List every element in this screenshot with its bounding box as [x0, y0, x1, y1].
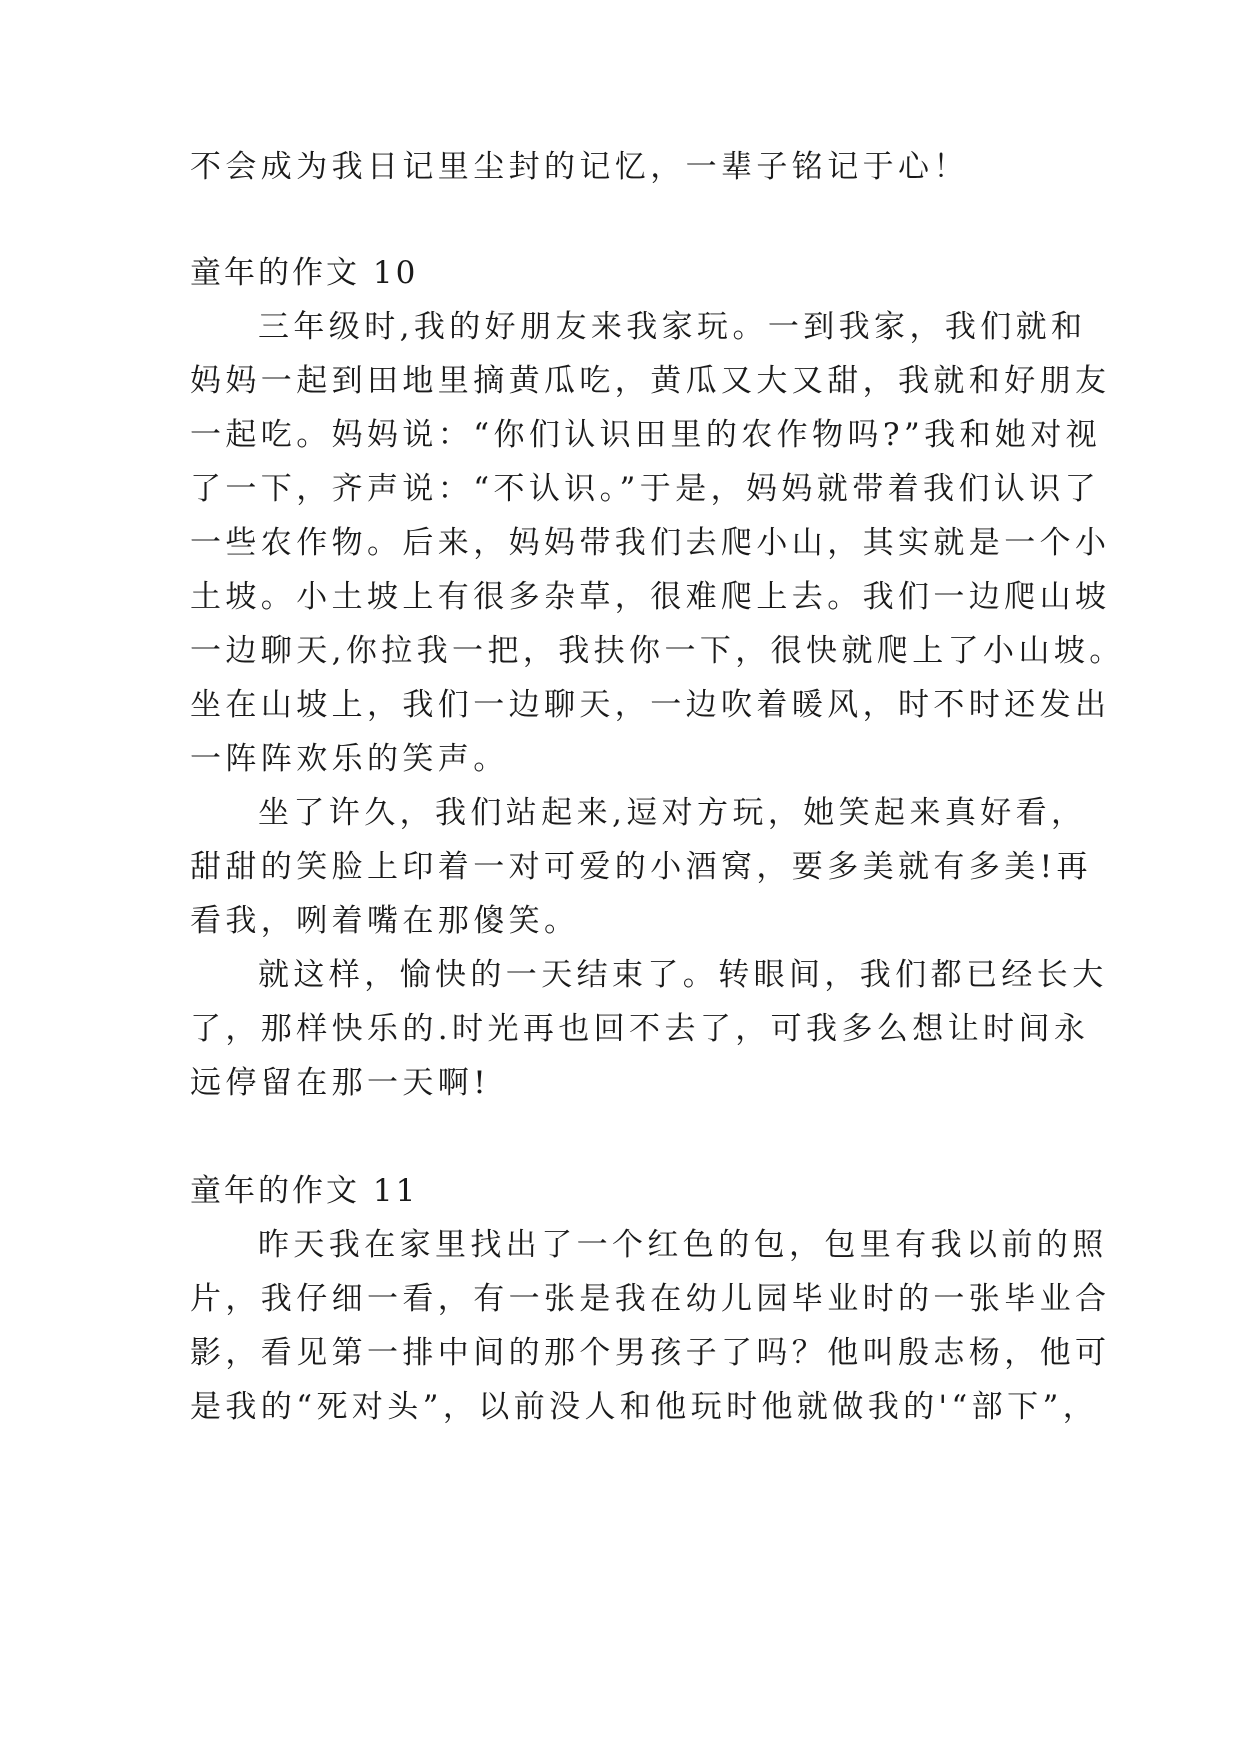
text-line: 了，那样快乐的.时光再也回不去了，可我多么想让时间永: [190, 1011, 1090, 1047]
text-line: 昨天我在家里找出了一个红色的包，包里有我以前的照: [258, 1227, 1108, 1263]
text-line: 就这样，愉快的一天结束了。转眼间，我们都已经长大: [258, 957, 1108, 993]
section-heading: 童年的作文 11: [190, 1173, 419, 1209]
text-line: 一阵阵欢乐的笑声。: [190, 741, 509, 777]
text-line: 坐了许久，我们站起来,逗对方玩，她笑起来真好看，: [258, 795, 1087, 831]
text-line: 看我，咧着嘴在那傻笑。: [190, 903, 580, 939]
text-line: 坐在山坡上，我们一边聊天，一边吹着暖风，时不时还发出: [190, 687, 1111, 723]
text-line: 影，看见第一排中间的那个男孩子了吗？他叫殷志杨，他可: [190, 1335, 1111, 1371]
text-line: 一边聊天,你拉我一把，我扶你一下，很快就爬上了小山坡。: [190, 633, 1125, 669]
text-line: 不会成为我日记里尘封的记忆，一辈子铭记于心！: [190, 149, 969, 185]
text-line: 远停留在那一天啊!: [190, 1065, 491, 1101]
text-line: 三年级时,我的好朋友来我家玩。一到我家，我们就和: [258, 309, 1087, 345]
text-line: 甜甜的笑脸上印着一对可爱的小酒窝，要多美就有多美!再: [190, 849, 1092, 885]
text-line: 一起吃。妈妈说：“你们认识田里的农作物吗?”我和她对视: [190, 417, 1102, 453]
text-line: 是我的“死对头”，以前没人和他玩时他就做我的'“部下”，: [190, 1389, 1099, 1425]
text-line: 妈妈一起到田地里摘黄瓜吃，黄瓜又大又甜，我就和好朋友: [190, 363, 1111, 399]
text-line: 土坡。小土坡上有很多杂草，很难爬上去。我们一边爬山坡: [190, 579, 1111, 615]
text-line: 片，我仔细一看，有一张是我在幼儿园毕业时的一张毕业合: [190, 1281, 1111, 1317]
text-line: 了一下，齐声说：“不认识。”于是，妈妈就带着我们认识了: [190, 471, 1100, 507]
text-line: 一些农作物。后来，妈妈带我们去爬小山，其实就是一个小: [190, 525, 1111, 561]
section-heading: 童年的作文 10: [190, 255, 419, 291]
